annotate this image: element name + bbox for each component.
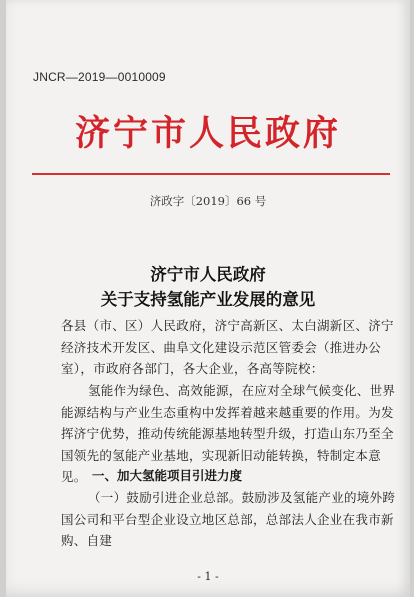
intro-text: 氢能作为绿色、高效能源，在应对全球气候变化、世界能源结构与产业生态重构中发挥着越来越重要的作用。为发挥济宁优势，推动传统能源基地转型升级，打造山东乃至全国领先的氢能产业基地，实现新旧动能转换，特制定本意见。: [61, 383, 396, 484]
document-code: JNCR—2019—0010009: [33, 70, 166, 84]
section1-paragraph: [61, 487, 406, 552]
recipients-paragraph: [61, 315, 406, 380]
page-number: - 1 -: [197, 570, 219, 583]
section-heading: 一、加大氢能项目引进力度: [92, 468, 243, 483]
document-title-line2: 关于支持氢能产业发展的意见: [100, 290, 316, 309]
recipients-text: 各县（市、区）人民政府，济宁高新区、太白湖新区、济宁经济技术开发区、曲阜文化建设示范区管委会（推进办公室），市政府各部门，各大企业，各高等院校：: [61, 318, 394, 376]
issuing-authority-title: 济宁市人民政府: [74, 113, 341, 154]
red-divider-line: [32, 173, 390, 175]
document-title-line1: 济宁市人民政府: [150, 265, 266, 284]
document-title: [6, 262, 410, 312]
section1-text: （一）鼓励引进企业总部。鼓励涉及氢能产业的境外跨国公司和平台型企业设立地区总部，总部法人企业在我市新购、自建: [61, 490, 396, 548]
document-number: 济政字〔2019〕66 号: [149, 194, 267, 208]
document-page: [6, 0, 410, 597]
